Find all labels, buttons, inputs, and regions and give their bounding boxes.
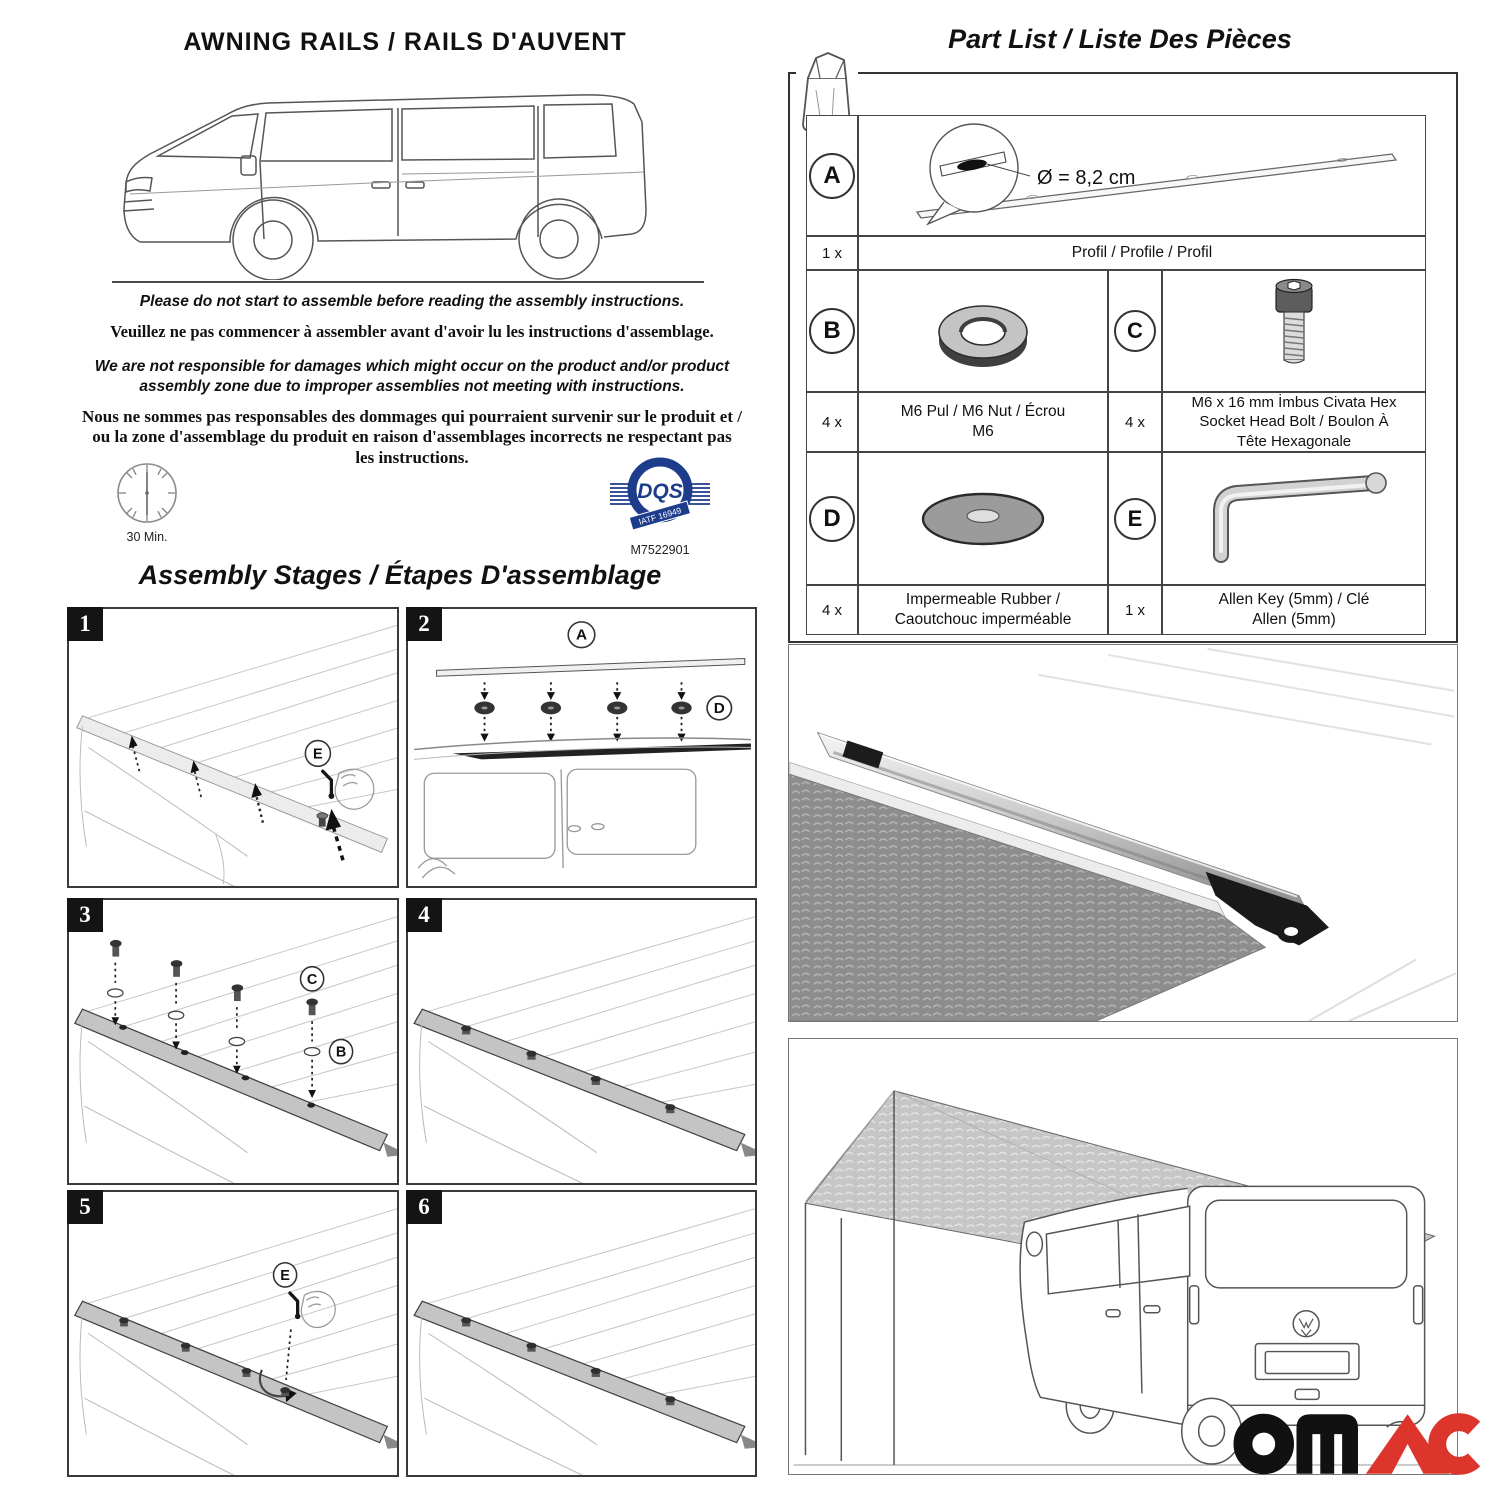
part-d-image-cell <box>858 452 1108 585</box>
stage-6-drawing <box>408 1192 755 1475</box>
part-letter: C <box>1114 310 1156 352</box>
rail-closeup-drawing <box>789 645 1457 1021</box>
rail-diameter-label: Ø = 8,2 cm <box>1037 166 1136 189</box>
profile-rail-drawing <box>862 120 1422 232</box>
iatf-ribbon: IATF 16949 <box>637 505 683 527</box>
stage-number: 2 <box>406 607 442 641</box>
page-title: AWNING RAILS / RAILS D'AUVENT <box>183 28 627 56</box>
stage-1-drawing <box>69 609 397 886</box>
part-a-image-cell <box>858 115 1426 236</box>
part-d-name: Impermeable Rubber / Caoutchouc imperméable <box>858 585 1108 635</box>
warning-en-1: Please do not start to assemble before reading the assembly instructions. <box>139 293 685 310</box>
part-e-label-cell <box>1108 452 1162 585</box>
part-c-qty: 4 x <box>1108 392 1162 452</box>
stages-title: Assembly Stages / Étapes D'assemblage <box>138 560 662 590</box>
svg-text:E: E <box>313 746 323 763</box>
cert-code: M7522901 <box>630 543 690 557</box>
part-b-label-cell <box>806 270 858 392</box>
part-letter: A <box>809 153 855 199</box>
stage-panel-3 <box>67 898 399 1185</box>
part-b-name: M6 Pul / M6 Nut / Écrou M6 <box>858 392 1108 452</box>
dqs-monogram: DQS <box>637 480 683 503</box>
warning-en-2: We are not responsible for damages which might occur on the product and/or product assembly zone due to improper assemblies not meeting with instructions. <box>94 358 730 395</box>
part-letter: D <box>809 496 855 542</box>
stage-3-drawing <box>69 900 397 1183</box>
divider-line <box>112 281 704 283</box>
stage-panel-1 <box>67 607 399 888</box>
m6-nut-drawing <box>893 276 1073 386</box>
part-c-label-cell <box>1108 270 1162 392</box>
stage-2-drawing <box>408 609 755 886</box>
stage-panel-2 <box>406 607 757 888</box>
rubber-washer-drawing <box>888 459 1078 579</box>
part-letter: E <box>1114 498 1156 540</box>
stage-panel-4 <box>406 898 757 1185</box>
part-d-label-cell <box>806 452 858 585</box>
part-a-label-cell <box>806 115 858 236</box>
clock-icon <box>114 460 180 526</box>
svg-text:C: C <box>306 971 318 988</box>
part-b-image-cell <box>858 270 1108 392</box>
van-side-drawing <box>110 64 706 280</box>
part-e-qty: 1 x <box>1108 585 1162 635</box>
stage-number: 6 <box>406 1190 442 1224</box>
stage-panel-6 <box>406 1190 757 1477</box>
stage-4-drawing <box>408 900 755 1183</box>
warning-fr-2: Nous ne sommes pas responsables des dommages qui pourraient survenir sur le produit et / ou la zone d'assemblage du produit en raison d'assemblages incorrects ne respectant pas les instructions. <box>82 406 742 467</box>
allen-key-drawing <box>1179 459 1409 579</box>
svg-text:B: B <box>335 1044 347 1061</box>
stage-5-drawing <box>69 1192 397 1475</box>
part-letter: B <box>809 308 855 354</box>
dqs-cert-logo <box>608 452 712 540</box>
hex-bolt-drawing <box>1234 274 1354 388</box>
part-a-qty: 1 x <box>806 236 858 270</box>
svg-text:D: D <box>713 700 725 717</box>
svg-text:E: E <box>280 1267 290 1285</box>
part-d-qty: 4 x <box>806 585 858 635</box>
part-e-name: Allen Key (5mm) / Clé Allen (5mm) <box>1162 585 1426 635</box>
part-table <box>806 115 1430 637</box>
parts-title: Part List / Liste Des Pièces <box>948 24 1292 54</box>
warning-fr-1: Veuillez ne pas commencer à assembler avant d'avoir lu les instructions d'assemblage. <box>110 322 714 342</box>
svg-text:A: A <box>575 626 588 644</box>
part-c-name: M6 x 16 mm İmbus Civata Hex Socket Head Bolt / Boulon À Tête Hexagonale <box>1162 392 1426 452</box>
stage-number: 1 <box>67 607 103 641</box>
stage-number: 3 <box>67 898 103 932</box>
omac-logo <box>1233 1407 1481 1477</box>
part-c-image-cell <box>1162 270 1426 392</box>
stage-number: 4 <box>406 898 442 932</box>
rail-closeup-photo <box>788 644 1458 1022</box>
part-a-name: Profil / Profile / Profil <box>858 236 1426 270</box>
part-list-box <box>788 72 1458 643</box>
part-e-image-cell <box>1162 452 1426 585</box>
part-b-qty: 4 x <box>806 392 858 452</box>
stage-number: 5 <box>67 1190 103 1224</box>
stage-panel-5 <box>67 1190 399 1477</box>
duration-label: 30 Min. <box>126 530 168 544</box>
